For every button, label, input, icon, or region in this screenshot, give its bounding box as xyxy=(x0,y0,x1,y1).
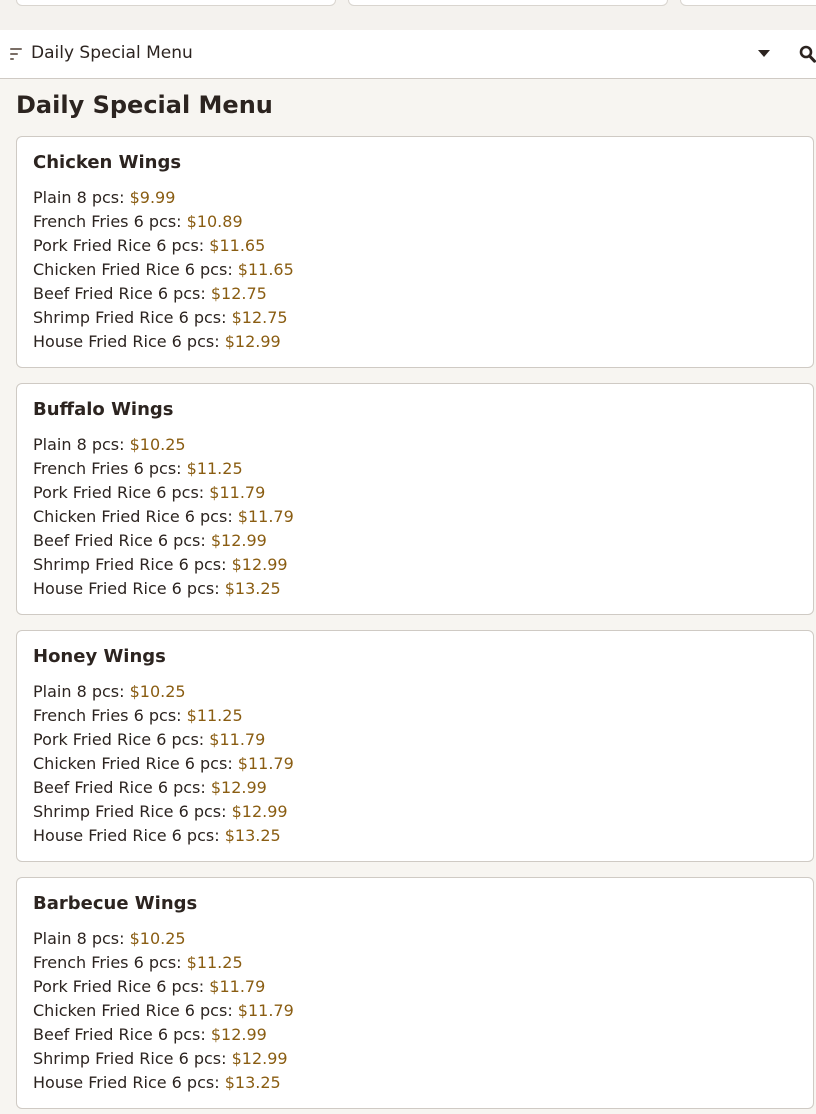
menu-item[interactable] xyxy=(33,578,281,600)
menu-item-label: Pork Fried Rice 6 pcs: xyxy=(33,730,205,749)
menu-item-label: Beef Fried Rice 6 pcs: xyxy=(33,284,206,303)
menu-item-label: Shrimp Fried Rice 6 pcs: xyxy=(33,802,227,821)
menu-item-price: $12.99 xyxy=(231,1049,288,1068)
menu-item[interactable] xyxy=(33,952,243,974)
menu-item[interactable] xyxy=(33,283,267,305)
menu-item[interactable] xyxy=(33,753,294,775)
menu-item-label: Chicken Fried Rice 6 pcs: xyxy=(33,507,233,526)
menu-item-label: Plain 8 pcs: xyxy=(33,682,125,701)
menu-item-price: $12.99 xyxy=(231,555,288,574)
menu-item[interactable] xyxy=(33,729,265,751)
menu-item-price: $11.79 xyxy=(237,754,294,773)
menu-item-label: Pork Fried Rice 6 pcs: xyxy=(33,483,205,502)
menu-item-price: $11.79 xyxy=(209,730,266,749)
menu-item[interactable] xyxy=(33,1024,267,1046)
menu-item-label: House Fried Rice 6 pcs: xyxy=(33,332,220,351)
menu-item-price: $9.99 xyxy=(129,188,176,207)
menu-item-price: $12.99 xyxy=(210,778,267,797)
menu-item-label: Plain 8 pcs: xyxy=(33,188,125,207)
category-card[interactable] xyxy=(16,0,336,6)
menu-item-price: $11.79 xyxy=(209,483,266,502)
menu-item-label: Shrimp Fried Rice 6 pcs: xyxy=(33,1049,227,1068)
menu-section-card xyxy=(16,877,814,1109)
menu-item-price: $10.89 xyxy=(186,212,243,231)
section-title: Honey Wings xyxy=(33,646,166,667)
menu-category-bar xyxy=(0,30,816,79)
top-category-strip xyxy=(0,0,816,30)
section-title: Barbecue Wings xyxy=(33,893,198,914)
menu-item[interactable] xyxy=(33,928,186,950)
menu-item-label: House Fried Rice 6 pcs: xyxy=(33,579,220,598)
filter-lines-icon[interactable] xyxy=(10,47,24,61)
menu-item-label: French Fries 6 pcs: xyxy=(33,953,182,972)
menu-item[interactable] xyxy=(33,434,186,456)
menu-item-price: $11.79 xyxy=(237,1001,294,1020)
menu-item-price: $12.99 xyxy=(210,1025,267,1044)
menu-item[interactable] xyxy=(33,259,294,281)
menu-item[interactable] xyxy=(33,1048,288,1070)
menu-item[interactable] xyxy=(33,235,265,257)
menu-item-price: $11.25 xyxy=(186,459,243,478)
menu-item-label: Beef Fried Rice 6 pcs: xyxy=(33,531,206,550)
menu-item-label: House Fried Rice 6 pcs: xyxy=(33,826,220,845)
menu-section-card xyxy=(16,383,814,615)
menu-item-label: French Fries 6 pcs: xyxy=(33,459,182,478)
menu-section-card xyxy=(16,136,814,368)
menu-item-price: $10.25 xyxy=(129,682,186,701)
menu-item-price: $11.65 xyxy=(237,260,294,279)
menu-item-price: $11.79 xyxy=(237,507,294,526)
menu-item-price: $13.25 xyxy=(224,1073,281,1092)
menu-item-price: $13.25 xyxy=(224,826,281,845)
search-icon[interactable] xyxy=(799,45,816,63)
category-card[interactable] xyxy=(348,0,668,6)
menu-item-label: House Fried Rice 6 pcs: xyxy=(33,1073,220,1092)
menu-item-price: $12.99 xyxy=(231,802,288,821)
menu-item-price: $13.25 xyxy=(224,579,281,598)
menu-item-price: $12.75 xyxy=(210,284,267,303)
menu-item[interactable] xyxy=(33,458,243,480)
menu-item-price: $12.99 xyxy=(210,531,267,550)
menu-item-price: $10.25 xyxy=(129,435,186,454)
menu-item[interactable] xyxy=(33,482,265,504)
menu-item-price: $11.25 xyxy=(186,706,243,725)
menu-item[interactable] xyxy=(33,554,288,576)
menu-item-label: Shrimp Fried Rice 6 pcs: xyxy=(33,555,227,574)
menu-item[interactable] xyxy=(33,1000,294,1022)
menu-item[interactable] xyxy=(33,211,243,233)
menu-section-card xyxy=(16,630,814,862)
menu-item[interactable] xyxy=(33,777,267,799)
menu-item-label: Beef Fried Rice 6 pcs: xyxy=(33,778,206,797)
menu-item[interactable] xyxy=(33,530,267,552)
menu-item[interactable] xyxy=(33,506,294,528)
menu-item-label: Chicken Fried Rice 6 pcs: xyxy=(33,754,233,773)
menu-item-price: $10.25 xyxy=(129,929,186,948)
category-selector-label[interactable]: Daily Special Menu xyxy=(31,43,193,63)
menu-item-price: $12.99 xyxy=(224,332,281,351)
menu-item-label: Pork Fried Rice 6 pcs: xyxy=(33,236,205,255)
menu-item[interactable] xyxy=(33,1072,281,1094)
section-title: Buffalo Wings xyxy=(33,399,174,420)
menu-item[interactable] xyxy=(33,976,265,998)
page-title: Daily Special Menu xyxy=(16,91,273,119)
menu-item[interactable] xyxy=(33,307,288,329)
menu-item-label: Beef Fried Rice 6 pcs: xyxy=(33,1025,206,1044)
menu-item-label: Plain 8 pcs: xyxy=(33,929,125,948)
menu-item-label: French Fries 6 pcs: xyxy=(33,706,182,725)
menu-item[interactable] xyxy=(33,801,288,823)
menu-item-price: $11.65 xyxy=(209,236,266,255)
caret-down-icon[interactable] xyxy=(758,50,770,57)
menu-item-label: Chicken Fried Rice 6 pcs: xyxy=(33,260,233,279)
menu-item-price: $11.79 xyxy=(209,977,266,996)
menu-item-label: Pork Fried Rice 6 pcs: xyxy=(33,977,205,996)
menu-item-label: French Fries 6 pcs: xyxy=(33,212,182,231)
menu-item[interactable] xyxy=(33,681,186,703)
section-title: Chicken Wings xyxy=(33,152,182,173)
menu-item-label: Chicken Fried Rice 6 pcs: xyxy=(33,1001,233,1020)
menu-item[interactable] xyxy=(33,705,243,727)
menu-item[interactable] xyxy=(33,331,281,353)
menu-item[interactable] xyxy=(33,187,175,209)
category-card[interactable] xyxy=(680,0,816,6)
menu-item[interactable] xyxy=(33,825,281,847)
menu-item-label: Plain 8 pcs: xyxy=(33,435,125,454)
menu-item-price: $12.75 xyxy=(231,308,288,327)
menu-item-label: Shrimp Fried Rice 6 pcs: xyxy=(33,308,227,327)
menu-item-price: $11.25 xyxy=(186,953,243,972)
